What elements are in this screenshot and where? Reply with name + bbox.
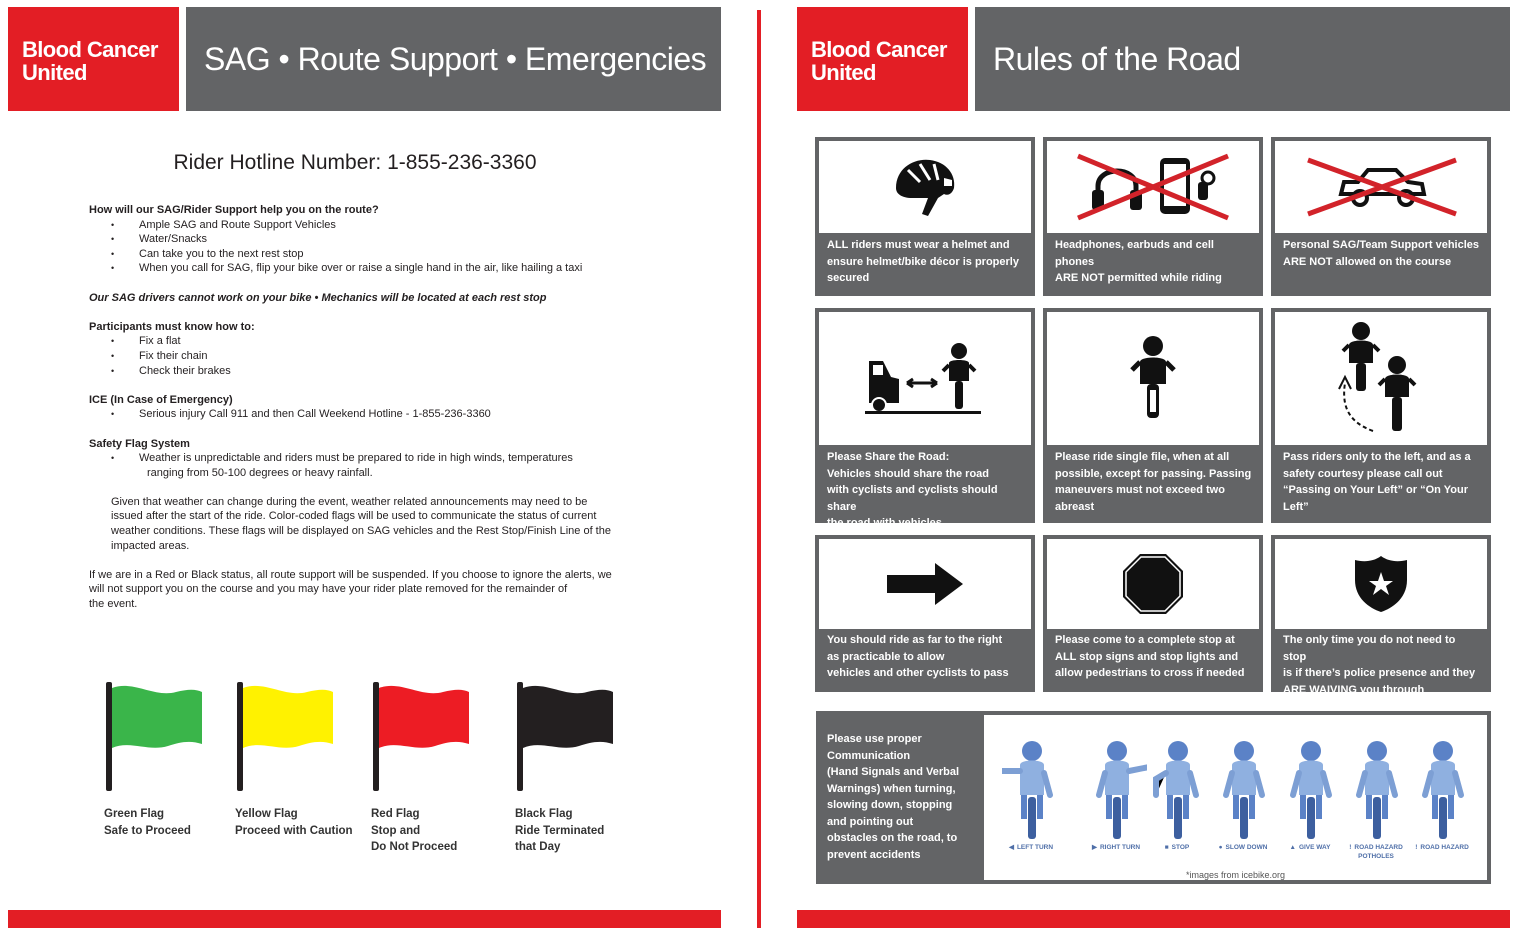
flag-caption-line: Green Flag xyxy=(104,808,165,820)
cyclist-figure-icon xyxy=(1087,739,1147,844)
rule-card xyxy=(815,535,1035,692)
rule-caption-line: ALL riders must wear a helmet and xyxy=(827,239,1010,251)
rule-caption xyxy=(827,449,1025,532)
rule-card xyxy=(815,137,1035,296)
signal-text-2: POTHOLES xyxy=(1358,853,1394,860)
para-line: If we are in a Red or Black status, all route support will be suspended. If you choose to ignore the alerts, we xyxy=(89,568,612,581)
right-title-bar xyxy=(975,7,1510,111)
rule-caption xyxy=(1283,237,1481,270)
signal-mark: ! xyxy=(1349,844,1352,851)
signal-text: GIVE WAY xyxy=(1298,844,1331,851)
flag-icon xyxy=(515,682,625,822)
logo-line-2: United xyxy=(811,60,876,85)
rule-caption-line: Personal SAG/Team Support vehicles xyxy=(1283,239,1480,251)
rule-caption-line: ARE WAIVING you through xyxy=(1283,683,1425,696)
list-item-cont: ranging from 50-100 degrees or heavy rainfall. xyxy=(147,466,373,479)
rule-caption-line: ARE NOT permitted while riding xyxy=(1055,272,1222,284)
signal-label xyxy=(1405,843,1479,852)
para-line: impacted areas. xyxy=(111,539,190,552)
para-line: weather conditions. These flags will be displayed on SAG vehicles and the Rest Stop/Finish Line of the xyxy=(111,525,611,538)
signal-text: LEFT TURN xyxy=(1016,844,1054,851)
logo-line-1: Blood Cancer xyxy=(811,37,947,62)
comm-line: slowing down, stopping xyxy=(827,799,953,811)
page-divider xyxy=(757,10,761,928)
list-item: • Weather is unpredictable and riders must be prepared to ride in high winds, temperatures xyxy=(89,451,649,466)
cyclist-figure-icon xyxy=(1281,739,1341,844)
list-item: • Fix a flat xyxy=(89,334,649,349)
logo-line-2: United xyxy=(22,60,87,85)
rule-caption-line: Pass riders only to the left, and as a xyxy=(1283,451,1471,463)
cyclist-figure-icon xyxy=(1148,739,1208,844)
flag-icon xyxy=(371,682,481,822)
s3-heading: ICE (In Case of Emergency) xyxy=(89,393,233,406)
rule-caption-line: ensure helmet/bike décor is properly xyxy=(827,255,1019,268)
signal-text: ROAD HAZARD xyxy=(1420,844,1469,851)
rule-caption-line: secured xyxy=(827,272,870,284)
signal-text: ROAD HAZARD xyxy=(1354,844,1403,851)
signal-mark: ● xyxy=(1218,844,1223,851)
police-badge-icon xyxy=(1275,539,1487,629)
rule-caption-line: is if there’s police presence and they xyxy=(1283,667,1476,679)
s1-heading: How will our SAG/Rider Support help you on the route? xyxy=(89,204,379,216)
communication-text xyxy=(827,731,977,863)
signal-label xyxy=(1339,843,1413,861)
signal-mark: ◀ xyxy=(1008,844,1014,851)
signal-label xyxy=(1206,843,1280,852)
rule-caption-line: ARE NOT allowed on the course xyxy=(1283,255,1452,268)
rule-card xyxy=(1043,137,1263,296)
flag-caption xyxy=(235,806,353,839)
signal-text: SLOW DOWN xyxy=(1225,844,1268,851)
signal-text: RIGHT TURN xyxy=(1099,844,1141,851)
stop-sign-icon xyxy=(1047,539,1259,629)
list-item: • Serious injury Call 911 and then Call Weekend Hotline - 1-855-236-3360 xyxy=(89,407,649,422)
rule-caption-line: safety courtesy please call out xyxy=(1283,467,1443,480)
flag-caption xyxy=(371,806,457,856)
rule-caption-line: Please Share the Road: xyxy=(827,451,950,463)
rule-caption xyxy=(1055,632,1253,682)
comm-line: obstacles on the road, to xyxy=(827,832,958,844)
signal-mark: ▶ xyxy=(1091,844,1097,851)
para-line: will not support you on the course and you may have your rider plate removed for the remainder of xyxy=(89,583,568,596)
list-item: • When you call for SAG, flip your bike over or raise a single hand in the air, like hailing a taxi xyxy=(89,261,649,276)
communication-card xyxy=(816,711,1491,884)
mechanic-note: Our SAG drivers cannot work on your bike • Mechanics will be located at each rest stop xyxy=(89,291,547,304)
pass-left-icon xyxy=(1275,312,1487,445)
s2-heading: Participants must know how to: xyxy=(89,320,255,333)
hotline-number: Rider Hotline Number: 1-855-236-3360 xyxy=(173,151,537,174)
flag-caption-line: that Day xyxy=(515,841,561,853)
rule-caption-line: ALL stop signs and stop lights and xyxy=(1055,650,1239,663)
list-item: • Fix their chain xyxy=(89,349,649,364)
flag-caption-line: Do Not Proceed xyxy=(371,841,458,853)
rule-card xyxy=(815,308,1035,529)
rule-card xyxy=(1271,535,1491,696)
rule-caption xyxy=(827,632,1025,682)
comm-line: (Hand Signals and Verbal xyxy=(827,766,960,778)
flag-caption-line: Stop and xyxy=(371,824,421,837)
s4-heading: Safety Flag System xyxy=(89,437,190,450)
signal-label xyxy=(1140,843,1214,852)
left-title-bar xyxy=(186,7,721,111)
flag-caption xyxy=(104,806,191,839)
right-page-title: Rules of the Road xyxy=(993,40,1241,77)
rule-caption-line: “Passing on Your Left” or “On Your xyxy=(1283,484,1468,496)
comm-line: Please use proper xyxy=(827,733,922,745)
flag-icon xyxy=(235,682,345,822)
left-body xyxy=(89,203,649,612)
para-line: the event. xyxy=(89,598,138,611)
flag-paragraph xyxy=(89,495,649,553)
rule-caption xyxy=(827,237,1025,287)
rule-caption-line: Please come to a complete stop at xyxy=(1055,634,1235,646)
helmet-icon xyxy=(819,141,1031,233)
left-page-title: SAG • Route Support • Emergencies xyxy=(204,40,707,77)
rule-caption xyxy=(1283,632,1481,698)
rule-caption xyxy=(1055,237,1253,287)
flag-icon xyxy=(104,682,214,822)
rule-card xyxy=(1271,308,1491,523)
rule-caption-line: as practicable to allow xyxy=(827,650,945,663)
cyclist-figure-icon xyxy=(1347,739,1407,844)
rule-caption-line: Vehicles should share the road xyxy=(827,467,989,480)
warning-paragraph xyxy=(89,568,649,612)
comm-line: Communication xyxy=(827,749,911,762)
rule-caption-line: Please ride single file, when at all xyxy=(1055,451,1230,463)
rule-caption-line: the road with vehicles xyxy=(827,517,942,529)
cyclist-figure-icon xyxy=(1002,739,1062,844)
list-item: • Water/Snacks xyxy=(89,232,649,247)
para-line: Given that weather can change during the event, weather related announcements may need to be xyxy=(111,495,588,508)
flag-caption-line: Safe to Proceed xyxy=(104,824,191,837)
left-logo xyxy=(8,7,179,111)
signal-label xyxy=(1273,843,1347,852)
rule-caption-line: Left” xyxy=(1283,500,1309,513)
left-footer-bar xyxy=(8,910,721,928)
rule-card xyxy=(1043,535,1263,692)
flag-caption-line: Red Flag xyxy=(371,808,420,820)
right-footer-bar xyxy=(797,910,1510,928)
flag-caption-line: Ride Terminated xyxy=(515,824,605,837)
no-headphones-phone-icon xyxy=(1047,141,1259,233)
rule-caption xyxy=(1283,449,1481,515)
signal-text: STOP xyxy=(1171,844,1190,851)
list-item: • Check their brakes xyxy=(89,364,649,379)
rule-card xyxy=(1271,137,1491,296)
cyclist-figure-icon xyxy=(1413,739,1473,844)
signal-mark: ! xyxy=(1415,844,1418,851)
image-credit: *images from icebike.org xyxy=(1185,870,1286,880)
rule-caption-line: You should ride as far to the right xyxy=(827,634,1003,646)
signal-mark: ■ xyxy=(1164,844,1169,851)
cyclist-figure-icon xyxy=(1214,739,1274,844)
logo-line-1: Blood Cancer xyxy=(22,37,158,62)
flag-caption xyxy=(515,806,604,856)
single-file-icon xyxy=(1047,312,1259,445)
share-road-icon xyxy=(819,312,1031,445)
rule-caption-line: allow pedestrians to cross if needed xyxy=(1055,667,1245,679)
arrow-right-icon xyxy=(819,539,1031,629)
rule-caption-line: Headphones, earbuds and cell phones xyxy=(1055,239,1214,268)
rule-caption-line: possible, except for passing. Passing xyxy=(1055,467,1252,480)
comm-line: and pointing out xyxy=(827,815,914,828)
list-item: • Ample SAG and Route Support Vehicles xyxy=(89,218,649,233)
flag-caption-line: Yellow Flag xyxy=(235,808,298,820)
rule-caption-line: The only time you do not need to stop xyxy=(1283,634,1456,663)
rule-caption-line: vehicles and other cyclists to pass xyxy=(827,667,1009,679)
comm-line: prevent accidents xyxy=(827,848,921,861)
para-line: issued after the start of the ride. Color-coded flags will be used to communicate the status of current xyxy=(111,510,597,523)
signal-mark: ▲ xyxy=(1289,844,1296,851)
rule-caption-line: with cyclists and cyclists should share xyxy=(827,484,998,513)
rule-caption-line: abreast xyxy=(1055,500,1095,513)
list-item: • Can take you to the next rest stop xyxy=(89,247,649,262)
rule-card xyxy=(1043,308,1263,523)
flag-caption-line: Black Flag xyxy=(515,808,573,820)
comm-line: Warnings) when turning, xyxy=(827,782,956,795)
rule-caption-line: maneuvers must not exceed two xyxy=(1055,484,1225,496)
hand-signals-panel xyxy=(984,715,1487,880)
flag-caption-line: Proceed with Caution xyxy=(235,824,353,837)
right-logo xyxy=(797,7,968,111)
no-car-icon xyxy=(1275,141,1487,233)
rule-caption xyxy=(1055,449,1253,515)
signal-label xyxy=(994,843,1068,852)
